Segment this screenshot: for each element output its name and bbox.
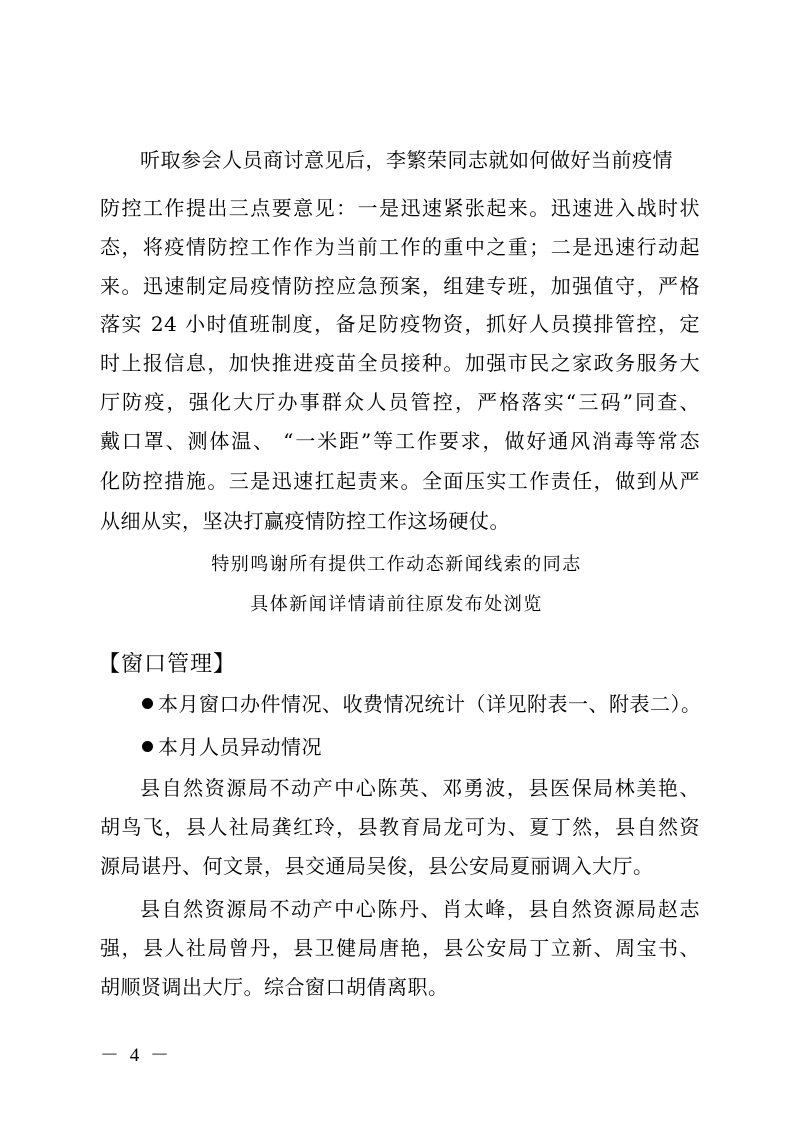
paragraph-line: 县自然资源局不动产中心陈丹、肖太峰，县自然资源局赵志 [140, 897, 700, 921]
paragraph-line: 落实 24 小时值班制度，备足防疫物资，抓好人员摸排管控，定 [100, 312, 700, 336]
paragraph-line: 厅防疫，强化大厅办事群众人员管控，严格落实“三码”同查、 [100, 390, 700, 414]
bullet-text: 本月窗口办件情况、收费情况统计（详见附表一、附表二）。 [158, 692, 702, 716]
bullet-text: 本月人员异动情况 [158, 735, 322, 759]
bullet-icon [142, 698, 153, 709]
paragraph-line: 防控工作提出三点要意见：一是迅速紧张起来。迅速进入战时状 [100, 196, 700, 220]
paragraph-line: 态，将疫情防控工作作为当前工作的重中之重；二是迅速行动起 [100, 235, 700, 259]
section-heading: 【窗口管理】 [98, 652, 237, 677]
paragraph-line: 从细从实，坚决打赢疫情防控工作这场硬仗。 [100, 509, 510, 533]
paragraph-line: 强，县人社局曾丹，县卫健局唐艳，县公安局丁立新、周宝书、 [100, 936, 700, 960]
bullet-item [142, 691, 702, 717]
bullet-icon [142, 741, 153, 752]
acknowledgement-line: 具体新闻详情请前往原发布处浏览 [250, 594, 543, 615]
paragraph-line: 胡鸟飞，县人社局龚红玲，县教育局龙可为、夏丁然，县自然资 [100, 815, 700, 839]
paragraph-line: 时上报信息，加快推进疫苗全员接种。加强市民之家政务服务大 [100, 351, 700, 375]
paragraph-line: 戴口罩、测体温、 “一米距”等工作要求，做好通风消毒等常态 [100, 429, 700, 453]
paragraph-line: 化防控措施。三是迅速扛起责来。全面压实工作责任，做到从严 [100, 469, 700, 493]
paragraph-line: 听取参会人员商讨意见后，李繁荣同志就如何做好当前疫情 [140, 148, 673, 172]
paragraph-line: 来。迅速制定局疫情防控应急预案，组建专班，加强值守，严格 [100, 274, 700, 298]
paragraph-line: 县自然资源局不动产中心陈英、邓勇波，县医保局林美艳、 [140, 776, 700, 800]
acknowledgement-line: 特别鸣谢所有提供工作动态新闻线索的同志 [211, 554, 582, 575]
bullet-item [142, 734, 702, 760]
page-number: － 4 － [100, 1045, 173, 1066]
paragraph-line: 胡顺贤调出大厅。综合窗口胡倩离职。 [100, 975, 449, 999]
paragraph-line: 源局谌丹、何文景，县交通局吴俊，县公安局夏丽调入大厅。 [100, 854, 654, 878]
